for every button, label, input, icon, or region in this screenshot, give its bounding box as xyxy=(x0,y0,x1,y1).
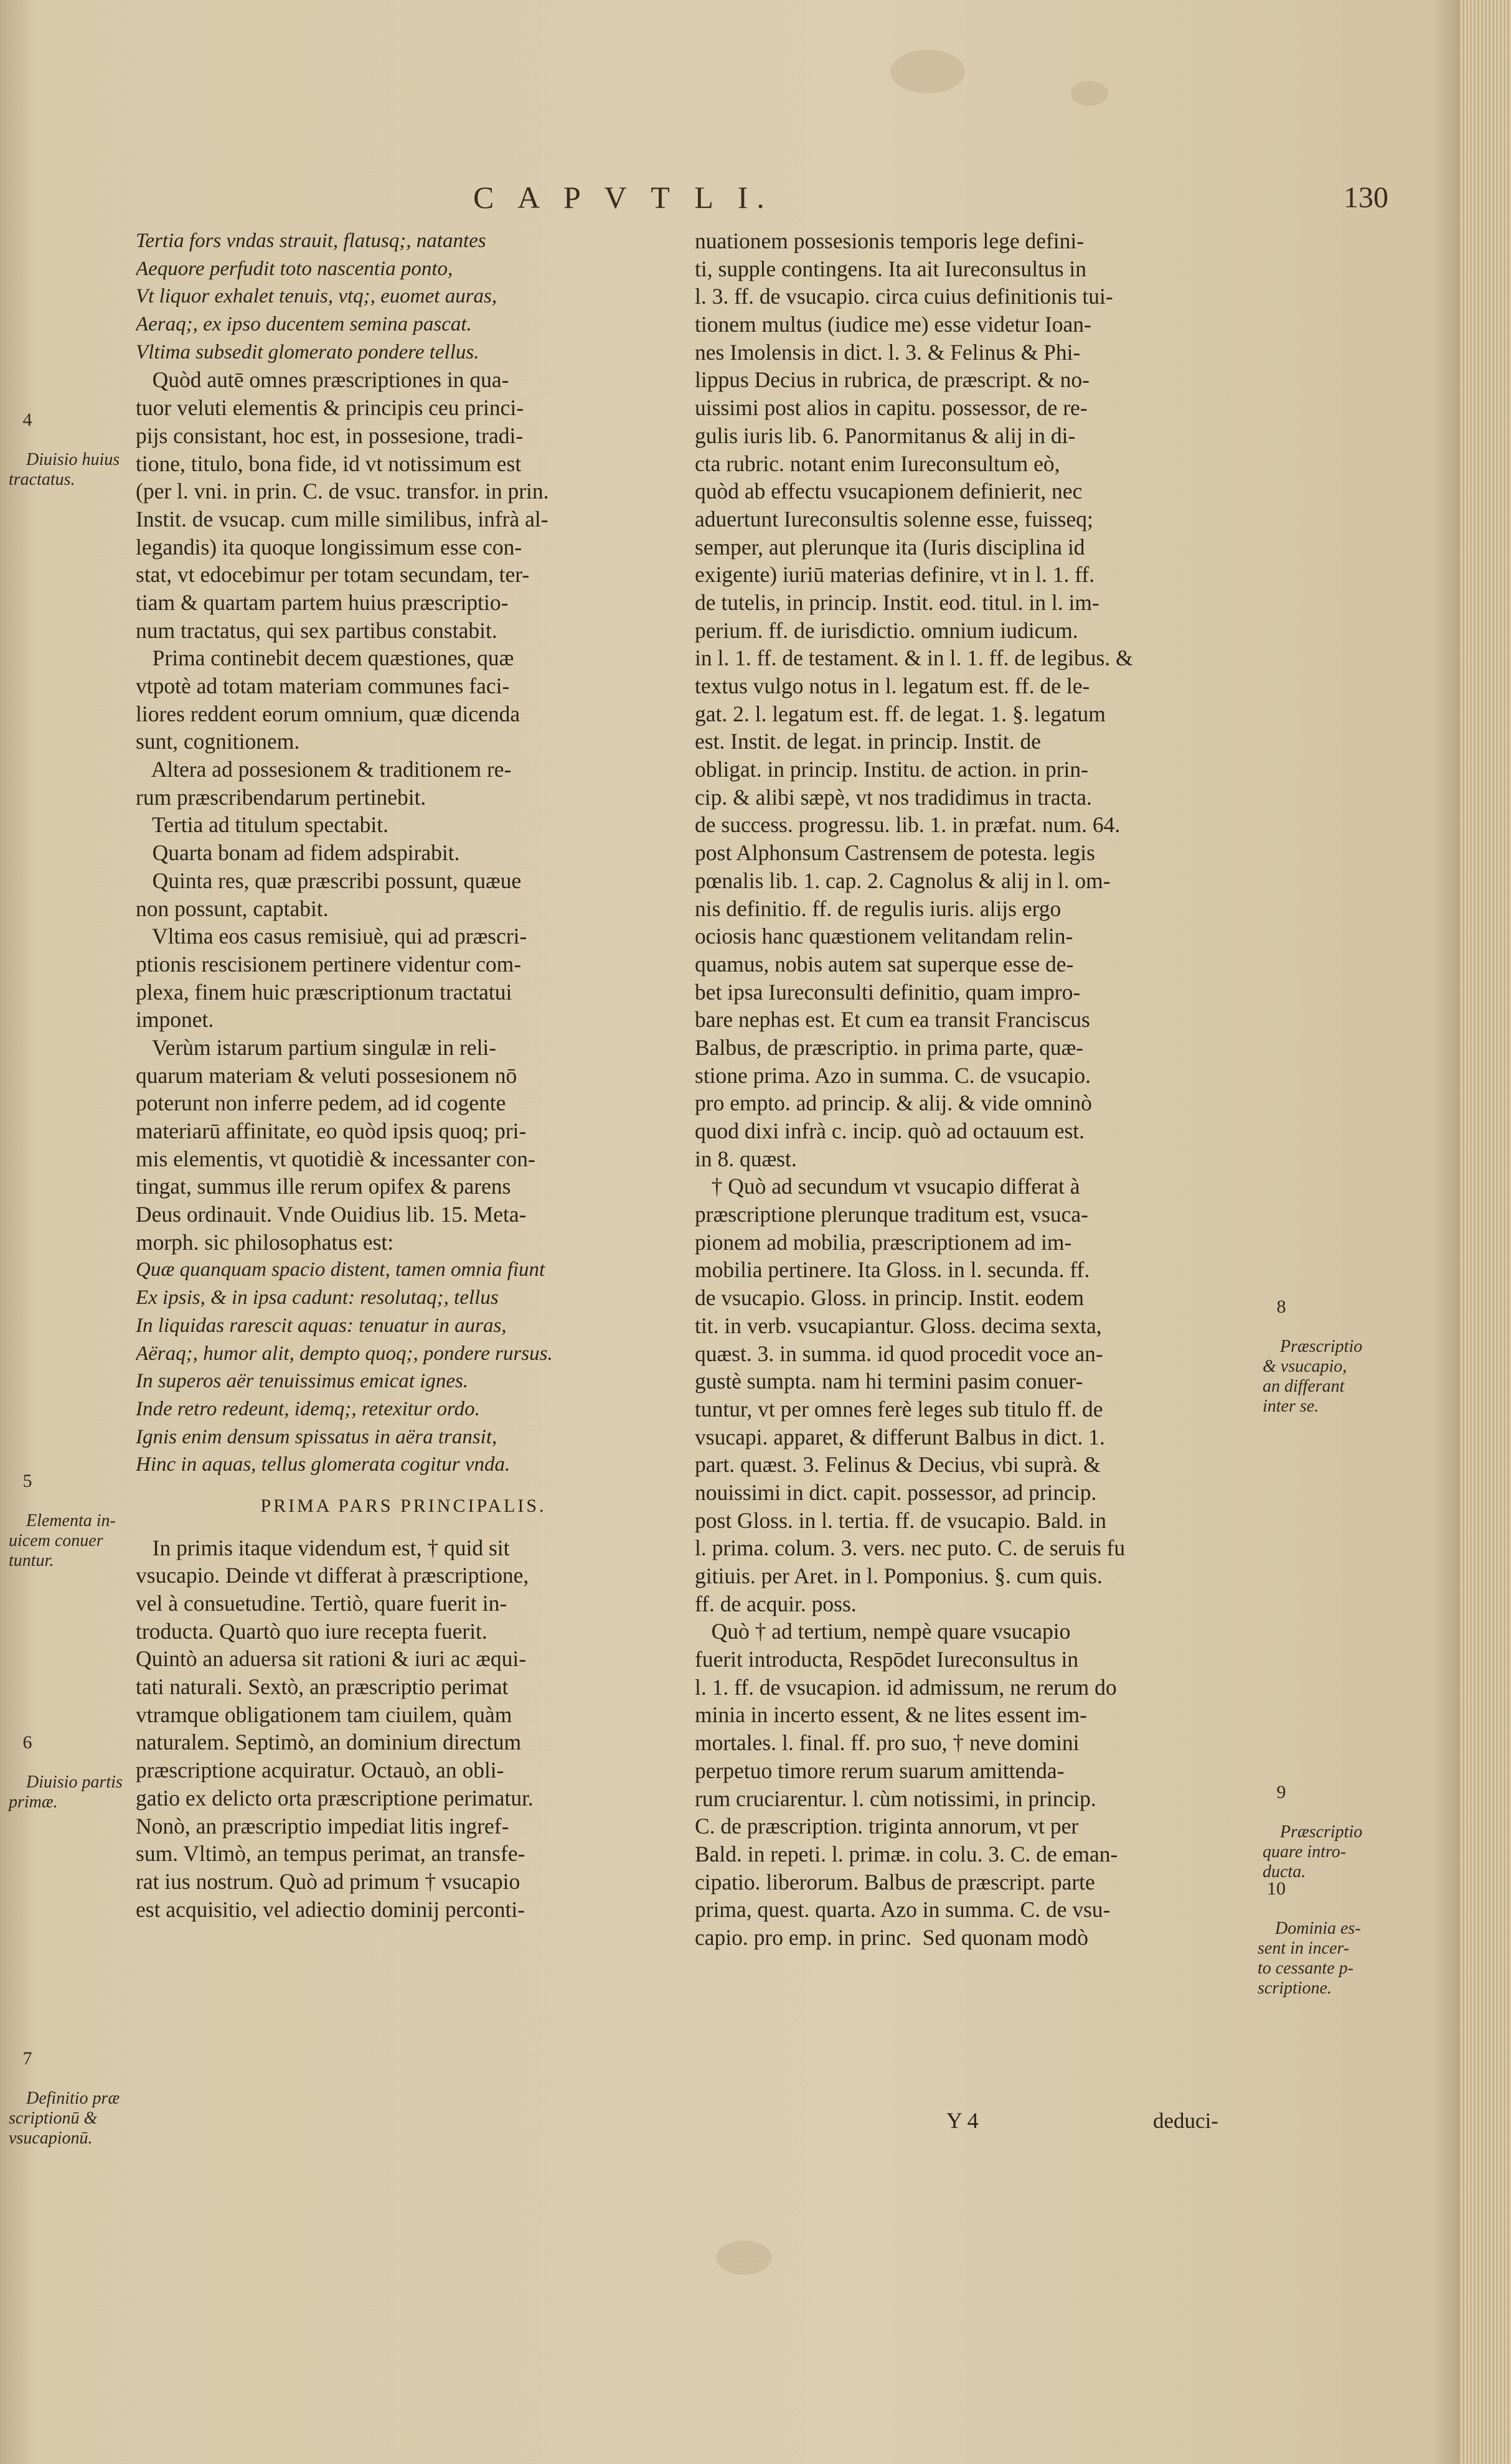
text-line: nis definitio. ff. de regulis iuris. alijs ergo xyxy=(695,896,1061,921)
text-line: legandis) ita quoque longissimum esse con- xyxy=(136,534,522,560)
text-line: cipatio. liberorum. Balbus de præscript. parte xyxy=(695,1869,1095,1895)
verse-line: In liquidas rarescit aquas: tenuatur in auras, xyxy=(136,1314,507,1337)
text-line: Quòd autē omnes præscriptiones in qua- xyxy=(136,367,509,393)
verse-line: Ignis enim densum spissatus in aëra transit, xyxy=(136,1425,497,1448)
margin-note-number: 6 xyxy=(22,1732,32,1753)
margin-note-text: Dominia es- sent in incer- to cessante p- scriptione. xyxy=(1258,1919,1361,1998)
margin-note-text: Diuisio huius tractatus. xyxy=(9,450,120,489)
text-line: non possunt, captabit. xyxy=(136,896,329,921)
text-line: rum præscribendarum pertinebit. xyxy=(136,784,426,810)
text-line: part. quæst. 3. Felinus & Decius, vbi suprà. & xyxy=(695,1452,1101,1478)
signature-mark: Y 4 xyxy=(946,2108,979,2133)
text-line: Bald. in repeti. l. primæ. in colu. 3. C. de eman- xyxy=(695,1841,1118,1867)
margin-note-number: 8 xyxy=(1276,1296,1286,1317)
verse-line: Hinc in aquas, tellus glomerata cogitur vnda. xyxy=(136,1453,511,1476)
text-line: gatio ex delicto orta præscriptione perimatur. xyxy=(136,1785,534,1811)
text-line: † Quò ad secundum vt vsucapio differat à xyxy=(695,1174,1080,1199)
text-line: mis elementis, vt quotidiè & incessanter con- xyxy=(136,1146,535,1171)
text-line: tati naturali. Sextò, an præscriptio perimat xyxy=(136,1674,509,1700)
text-line: Quarta bonam ad fidem adspirabit. xyxy=(136,840,460,866)
text-line: fuerit introducta, Respōdet Iureconsultus in xyxy=(695,1647,1079,1672)
verse-line: Inde retro redeunt, idemq;, retexitur ordo. xyxy=(136,1397,480,1420)
text-line: præscriptione acquiratur. Octauò, an obli- xyxy=(136,1758,504,1783)
running-head: C A P V T L I. xyxy=(473,180,773,215)
verse-line: Aëraq;, humor alit, dempto quoq;, pondere rursus. xyxy=(136,1342,553,1365)
page-stain xyxy=(890,50,965,93)
text-line: Quò † ad tertium, nempè quare vsucapio xyxy=(695,1619,1071,1644)
verse-line: Vt liquor exhalet tenuis, vtq;, euomet auras, xyxy=(136,285,497,308)
text-line: quæst. 3. in summa. id quod procedit voce an- xyxy=(695,1341,1103,1366)
text-line: materiarū affinitate, eo quòd ipsis quoq; pri- xyxy=(136,1118,527,1143)
text-line: plexa, finem huic præscriptionum tractatui xyxy=(136,979,512,1005)
text-line: gustè sumpta. nam hi termini pasim conuer- xyxy=(695,1369,1083,1394)
text-line: cip. & alibi sæpè, vt nos tradidimus in tracta. xyxy=(695,784,1092,810)
text-line: aduertunt Iureconsultis solenne esse, fuisseq; xyxy=(695,506,1093,532)
text-line: textus vulgo notus in l. legatum est. ff. de le- xyxy=(695,673,1090,698)
text-line: in 8. quæst. xyxy=(695,1146,797,1171)
text-line: prima, quest. quarta. Azo in summa. C. de vsu- xyxy=(695,1897,1111,1923)
text-line: gitiuis. per Aret. in l. Pomponius. §. cum quis. xyxy=(695,1563,1103,1588)
text-line: nes Imolensis in dict. l. 3. & Felinus & Phi- xyxy=(695,339,1081,365)
text-line: troducta. Quartò quo iure recepta fuerit. xyxy=(136,1618,487,1644)
text-line: vel à consuetudine. Tertiò, quare fuerit in- xyxy=(136,1591,507,1616)
text-line: tit. in verb. vsucapiantur. Gloss. decima sexta, xyxy=(695,1313,1102,1338)
text-line: de tutelis, in princip. Instit. eod. titul. in l. im- xyxy=(695,589,1099,615)
text-line: l. 1. ff. de vsucapion. id admissum, ne rerum do xyxy=(695,1674,1117,1700)
text-line: pionem ad mobilia, præscriptionem ad im- xyxy=(695,1229,1072,1255)
text-line: tuor veluti elementis & principis ceu princi- xyxy=(136,395,524,421)
page-stain xyxy=(716,2241,772,2275)
text-line: ptionis rescisionem pertinere videntur com- xyxy=(136,951,522,977)
text-line: capio. pro emp. in princ. Sed quonam modò xyxy=(695,1924,1088,1950)
verse-line: Vltima subsedit glomerato pondere tellus. xyxy=(136,340,479,363)
page-number: 130 xyxy=(1344,181,1388,214)
margin-note-text: Præscriptio & vsucapio, an differant inter se. xyxy=(1263,1337,1363,1416)
text-line: liores reddent eorum omnium, quæ dicenda xyxy=(136,701,520,726)
margin-note-number: 10 xyxy=(1267,1878,1286,1899)
text-line: bet ipsa Iureconsulti definitio, quam impro- xyxy=(695,979,1081,1005)
text-line: nouissimi in dict. capit. possessor, ad princip. xyxy=(695,1479,1097,1505)
margin-note-4 xyxy=(9,370,120,510)
text-line: Verùm istarum partium singulæ in reli- xyxy=(136,1034,497,1060)
catchword: deduci- xyxy=(1153,2109,1218,2133)
text-line: ociosis hanc quæstionem velitandam relin- xyxy=(695,924,1073,949)
text-line: poterunt non inferre pedem, ad id cogente xyxy=(136,1090,506,1116)
text-line: stione prima. Azo in summa. C. de vsucapio. xyxy=(695,1062,1091,1088)
text-line: Quinta res, quæ præscribi possunt, quæue xyxy=(136,868,522,893)
text-line: quod dixi infrà c. incip. quò ad octauum est. xyxy=(695,1118,1085,1143)
text-line: in l. 1. ff. de testament. & in l. 1. ff. de legibus. & xyxy=(695,645,1133,671)
text-line: morph. sic philosophatus est: xyxy=(136,1229,394,1255)
margin-note-text: Definitio præ scriptionū & vsucapionū. xyxy=(9,2089,120,2148)
text-line: l. prima. colum. 3. vers. nec puto. C. de seruis fu xyxy=(695,1535,1126,1561)
text-line: perium. ff. de iurisdictio. omnium iudicum. xyxy=(695,617,1078,643)
text-line: bare nephas est. Et cum ea transit Franciscus xyxy=(695,1007,1090,1033)
text-line: pijs consistant, hoc est, in possesione, tradi- xyxy=(136,423,524,448)
text-line: l. 3. ff. de vsucapio. circa cuius definitionis tui- xyxy=(695,284,1113,309)
text-line: quarum materiam & veluti possesionem nō xyxy=(136,1062,517,1088)
text-line: est. Instit. de legat. in princip. Instit. de xyxy=(695,729,1042,754)
text-line: pœnalis lib. 1. cap. 2. Cagnolus & alij in l. om- xyxy=(695,868,1111,893)
margin-note-number: 4 xyxy=(22,410,32,430)
text-line: ff. de acquir. poss. xyxy=(695,1591,857,1616)
text-line: sum. Vltimò, an tempus perimat, an transfe- xyxy=(136,1841,525,1867)
text-line: sunt, cognitionem. xyxy=(136,729,300,754)
margin-note-6 xyxy=(9,1693,123,1832)
margin-note-text: Præscriptio quare intro- ducta. xyxy=(1263,1822,1363,1881)
verse-line: Tertia fors vndas strauit, flatusq;, natantes xyxy=(136,230,486,252)
text-line: perpetuo timore rerum suarum amittenda- xyxy=(695,1758,1065,1783)
text-line: stat, vt edocebimur per totam secundam, ter- xyxy=(136,562,530,588)
text-line: ti, supple contingens. Ita ait Iureconsultus in xyxy=(695,256,1087,281)
margin-note-text: Diuisio partis primæ. xyxy=(9,1773,123,1812)
text-line: mobilia pertinere. Ita Gloss. in l. secunda. ff. xyxy=(695,1257,1090,1283)
text-line: Quintò an aduersa sit rationi & iuri ac æqui- xyxy=(136,1646,527,1672)
text-line: imponet. xyxy=(136,1007,214,1033)
text-line: rum cruciarentur. l. cùm notissimi, in princip. xyxy=(695,1786,1096,1811)
text-line: Prima continebit decem quæstiones, quæ xyxy=(136,645,514,671)
right-text-column xyxy=(695,227,1255,1952)
text-line: quamus, nobis autem sat superque esse de- xyxy=(695,951,1074,977)
page-stain xyxy=(1071,81,1108,106)
text-line: Deus ordinauit. Vnde Ouidius lib. 15. Meta- xyxy=(136,1202,527,1227)
text-line: tionem multus (iudice me) esse videtur Ioan- xyxy=(695,312,1091,337)
text-line: gat. 2. l. legatum est. ff. de legat. 1. §. legatum xyxy=(695,701,1106,726)
text-line: de vsucapio. Gloss. in princip. Instit. eodem xyxy=(695,1285,1085,1311)
book-page-edges xyxy=(1460,0,1511,2464)
text-line: gulis iuris lib. 6. Panormitanus & alij in di- xyxy=(695,423,1076,448)
text-line: vtramque obligationem tam ciuilem, quàm xyxy=(136,1702,512,1727)
text-line: vsucapio. Deinde vt differat à præscriptione, xyxy=(136,1563,529,1588)
text-line: In primis itaque videndum est, † quid sit xyxy=(136,1535,510,1560)
text-line: Tertia ad titulum spectabit. xyxy=(136,812,388,838)
margin-note-text: Elementa in- uicem conuer tuntur. xyxy=(9,1511,116,1570)
text-line: vsucapi. apparet, & differunt Balbus in dict. 1. xyxy=(695,1424,1105,1450)
text-line: pro empto. ad princip. & alij. & vide omninò xyxy=(695,1090,1092,1116)
margin-note-number: 9 xyxy=(1276,1782,1286,1802)
margin-note-number: 5 xyxy=(22,1471,32,1491)
margin-note-7 xyxy=(9,2009,120,2168)
text-line: num tractatus, qui sex partibus constabit. xyxy=(136,617,497,643)
text-line: Altera ad possesionem & traditionem re- xyxy=(136,757,512,782)
text-line: C. de præscription. triginta annorum, vt per xyxy=(695,1814,1079,1839)
margin-note-5 xyxy=(9,1431,116,1591)
text-line: Instit. de vsucap. cum mille similibus, infrà al- xyxy=(136,506,548,532)
text-line: post Gloss. in l. tertia. ff. de vsucapio. Bald. in xyxy=(695,1507,1106,1533)
section-heading: PRIMA PARS PRINCIPALIS. xyxy=(260,1495,547,1516)
text-line: nuationem possesionis temporis lege defini- xyxy=(695,228,1085,253)
text-line: vtpotè ad totam materiam communes faci- xyxy=(136,673,510,698)
verse-line: Quæ quanquam spacio distent, tamen omnia fiunt xyxy=(136,1258,545,1281)
text-line: de success. progressu. lib. 1. in præfat. num. 64. xyxy=(695,812,1121,838)
margin-note-10 xyxy=(1258,1839,1361,2018)
text-line: tiam & quartam partem huius præscriptio- xyxy=(136,589,509,615)
text-line: (per l. vni. in prin. C. de vsuc. transfor. in prin. xyxy=(136,479,549,504)
text-line: exigente) iuriū materias definire, vt in l. 1. ff. xyxy=(695,562,1095,588)
text-line: tingat, summus ille rerum opifex & parens xyxy=(136,1174,511,1199)
margin-note-8 xyxy=(1263,1257,1362,1436)
verse-line: Aequore perfudit toto nascentia ponto, xyxy=(136,257,453,280)
text-line: quòd ab effectu vsucapionem definierit, nec xyxy=(695,479,1083,504)
verse-line: In superos aër tenuissimus emicat ignes. xyxy=(136,1370,469,1393)
text-line: rat ius nostrum. Quò ad primum † vsucapio xyxy=(136,1868,520,1894)
text-line: obligat. in princip. Institu. de action. in prin- xyxy=(695,757,1088,782)
left-text-column xyxy=(136,227,671,1923)
text-line: naturalem. Septimò, an dominium directum xyxy=(136,1730,522,1755)
text-line: præscriptione plerunque traditum est, vsuca- xyxy=(695,1202,1088,1227)
text-line: minia in incerto essent, & ne lites essent im- xyxy=(695,1702,1087,1728)
text-line: tuntur, vt per omnes ferè leges sub titulo ff. de xyxy=(695,1396,1103,1422)
text-line: semper, aut plerunque ita (Iuris disciplina id xyxy=(695,534,1085,560)
text-line: lippus Decius in rubrica, de præscript. & no- xyxy=(695,367,1090,393)
margin-note-number: 7 xyxy=(22,2048,32,2069)
verse-line: Aeraq;, ex ipso ducentem semina pascat. xyxy=(136,313,472,336)
text-line: cta rubric. notant enim Iureconsultum eò, xyxy=(695,451,1060,476)
text-line: est acquisitio, vel adiectio dominij perconti- xyxy=(136,1896,525,1922)
text-line: uissimi post alios in capitu. possessor, de re- xyxy=(695,395,1088,421)
text-line: mortales. l. final. ff. pro suo, † neve domini xyxy=(695,1730,1080,1756)
text-line: post Alphonsum Castrensem de potesta. legis xyxy=(695,840,1095,866)
text-line: Balbus, de præscriptio. in prima parte, quæ- xyxy=(695,1034,1084,1060)
text-line: Nonò, an præscriptio impediat litis ingref- xyxy=(136,1813,509,1839)
text-line: tione, titulo, bona fide, id vt notissimum est xyxy=(136,451,522,476)
text-line: Vltima eos casus remisiuè, qui ad præscri- xyxy=(136,924,527,949)
verse-line: Ex ipsis, & in ipsa cadunt: resolutaq;, tellus xyxy=(136,1286,499,1309)
